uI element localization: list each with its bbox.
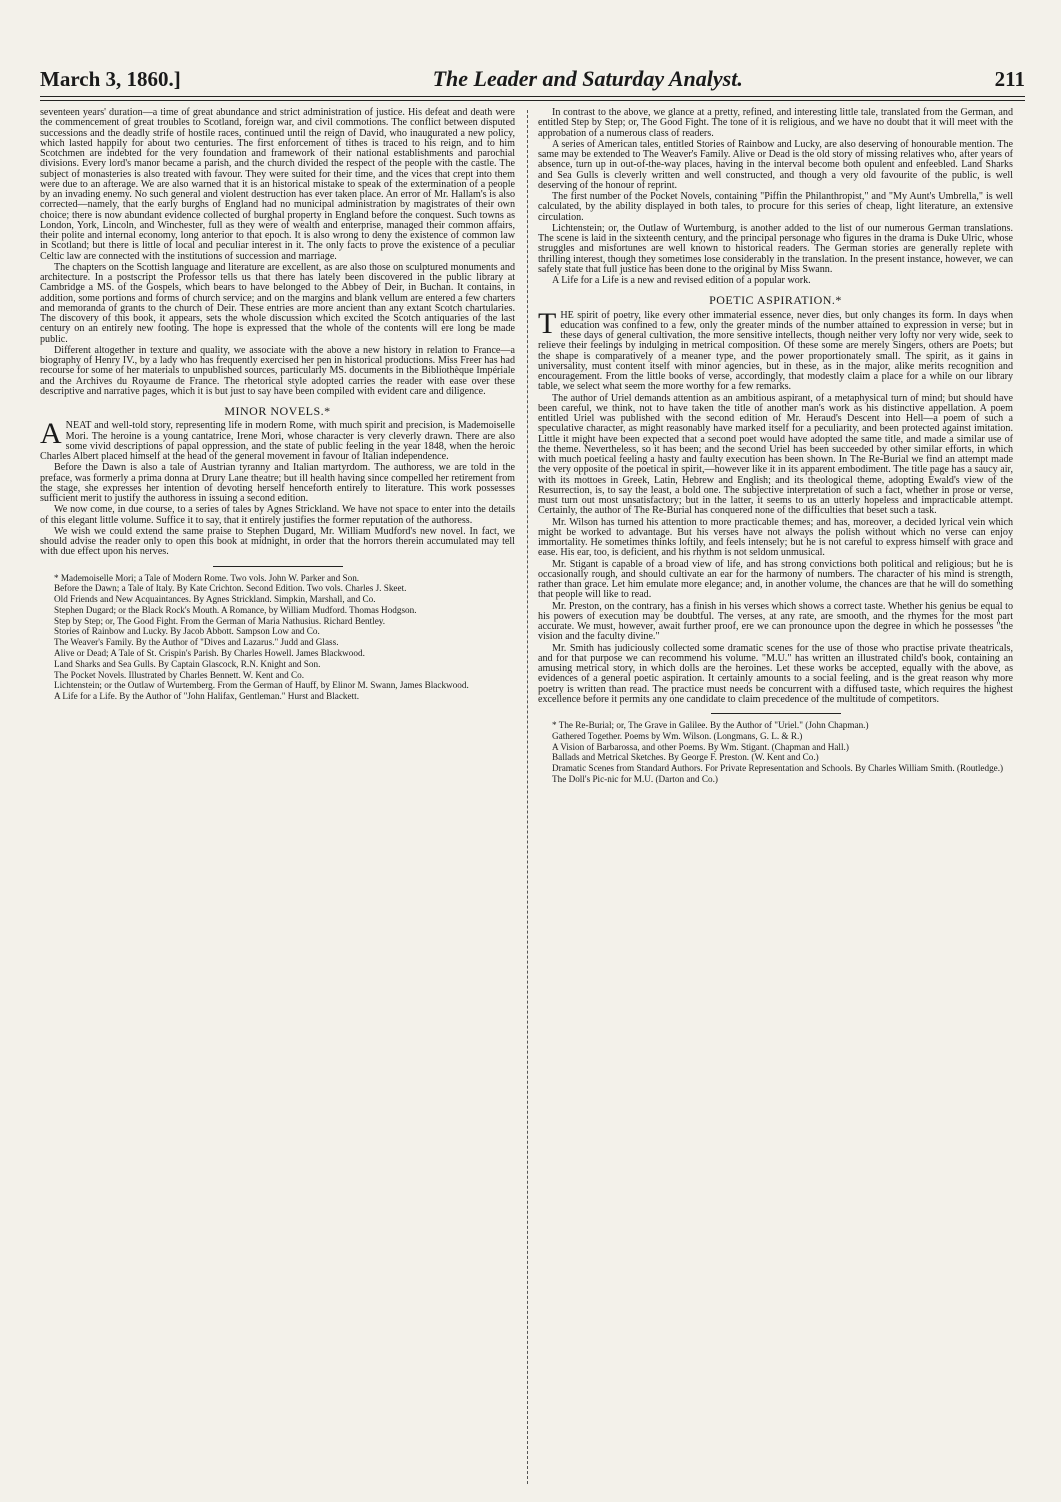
article-paragraph: A series of American tales, entitled Stories of Rainbow and Lucky, are also deserving of honourable mention. The same may be extended to The Weaver's Family. Alive or Dead is the old story of missing relatives who, after years of absence, turn up in out-of-the-way places, having in the interval become both opulent and enfeebled. Land Sharks and Sea Gulls is cleverly written and well constructed, and though a very old favourite of the public, is well deserving of the honour of reprint. [538, 138, 1013, 191]
column-divider [527, 110, 528, 1484]
footnote-rule [213, 566, 343, 567]
footnotes-minor-novels [40, 573, 515, 702]
article-paragraph: Mr. Smith has judiciously collected some dramatic scenes for the use of those who practise private theatricals, and for that purpose we can recommend his volume. "M.U." has written an illustrated child's book, containing an amusing metrical story, in which dolls are the heroines. Let these works be accepted, equally with the above, as evidences of a general poetic aspiration. It certainly amounts to a social feeling, and is the great reason why more poetry is written than read. The practice must needs be concurrent with a diffused taste, which requires the highest excellence before it permits any one candidate to claim precedence of the multitude of competitors. [538, 642, 1013, 705]
footnote: The Pocket Novels. Illustrated by Charles Bennett. W. Kent and Co. [54, 669, 305, 680]
footnote: Step by Step; or, The Good Fight. From the German of Maria Nathusius. Richard Bentley. [54, 615, 386, 626]
footnote: Lichtenstein; or the Outlaw of Wurtemberg. From the German of Hauff, by Elinor M. Swann, James Blackwood. [54, 680, 469, 691]
right-column [538, 108, 1013, 1486]
article-paragraph: Lichtenstein; or, the Outlaw of Wurtemburg, is another added to the list of our numerous German translations. The scene is laid in the sixteenth century, and the principal personage who figures in the drama is Duke Ulric, whose struggles and misfortunes are well known to historical readers. The German stories are generally replete with thrilling interest, though they sometimes lose considerably in the translation. In the present instance, however, we can safely state that full justice has been done to the original by Miss Swann. [538, 222, 1013, 275]
header-date: March 3, 1860.] [40, 67, 181, 91]
article-paragraph: We wish we could extend the same praise to Stephen Dugard, Mr. William Mudford's new novel. In fact, we should advise the reader only to open this book at midnight, in order that the horrors therein accumulated may tell with due effect upon his nerves. [40, 525, 515, 558]
header-rule-thin [40, 100, 1025, 101]
article-paragraph: Different altogether in texture and quality, we associate with the above a new history in relation to France—a biography of Henry IV., by a lady who has frequently exercised her pen in historical productions. Miss Freer has had recourse for some of her materials to unpublished sources, particularly MS. documents in the Bibliothèque Impériale and the Archives du Royaume de France. The rhetorical style adopted carries the reader with ease over these descriptive and narrative pages, which it is but just to say have been compiled with evident care and diligence. [40, 344, 515, 397]
footnote: Gathered Together. Poems by Wm. Wilson. (Longmans, G. L. & R.) [552, 730, 803, 741]
article-paragraph: We now come, in due course, to a series of tales by Agnes Strickland. We have not space to enter into the details of this elegant little volume. Suffice it to say, that it entirely justifies the former reputation of the authoress. [40, 504, 515, 526]
footnote: The Doll's Pic-nic for M.U. (Darton and Co.) [552, 773, 718, 784]
article-paragraph: seventeen years' duration—a time of great abundance and strict administration of justice. His defeat and death were the commencement of great troubles to Scotland, foreign war, and civil commotions. The conflict between disputed successions and the deadly strife of hostile races, continued until the reign of David, who inaugurated a new policy, which lasted happily for about two centuries. The first enforcement of tithes is traced to his reign, and to him Scotchmen are indebted for the very foundation and framework of their national establishments and parochial divisions. Every lord's manor became a parish, and the church divided the respect of the people with the castle. The subject of monasteries is also treated with favour. They were suited for their time, and the vices that crept into them were due to an afterage. We are also warned that it is an historical mistake to speak of the extermination of a people by an invading enemy. No such general and violent destruction has ever taken place. An error of Mr. Hallam's is also corrected—namely, that the early burghs of England had no municipal administration by magistrates of their own choice; there is now abundant evidence collected of burghal property in England before the conquest. Such towns as London, York, Lincoln, and Winchester, full as they were of wealth and enterprise, managed their common affairs, their polite and internal economy, long anterior to that epoch. It is also wrong to deny the existence of common law in Scotland; but there is little of local and peculiar interest in it. The only facts to prove the existence of a peculiar Celtic law are connected with the institutions of succession and marriage. [40, 107, 515, 262]
drop-cap: T [538, 306, 557, 340]
footnote: A Life for a Life. By the Author of "John Halifax, Gentleman." Hurst and Blackett. [54, 691, 359, 702]
article-paragraph: In contrast to the above, we glance at a pretty, refined, and interesting little tale, translated from the German, and entitled Step by Step; or, The Good Fight. The tone of it is religious, and we have no doubt that it will meet with the approbation of a numerous class of readers. [538, 107, 1013, 139]
article-paragraph: Mr. Preston, on the contrary, has a finish in his verses which shows a correct taste. Whether his genius be equal to his powers of execution may be doubtful. The verses, at any rate, are smooth, and the rhymes for the most part accurate. We must, however, await further proof, ere we can pronounce upon the degree in which he possesses "the vision and the faculty divine." [538, 600, 1013, 643]
footnote: The Weaver's Family. By the Author of "Dives and Lazarus." Judd and Glass. [54, 637, 339, 648]
article-paragraph: A Life for a Life is a new and revised edition of a popular work. [552, 275, 811, 286]
header-rule-thick [40, 96, 1025, 97]
lead-text: HE spirit of poetry, like every other immaterial essence, never dies, but only changes its form. In days when education was confined to a few, only the greater minds of the number attained to expression in verse; but in these days of general cultivation, the more sensitive intellects, though neither very lofty nor very wide, seek to relieve their feelings by indulging in metrical composition. Of these some are merely Singers, others are Poets; but the shape is comparatively of a meaner type, and the power proportionately small. The spirit, as it gains in universality, must content itself with minor agencies, but in these, as in the major, alike merits recognition and encouragement. From the little books of verse, accordingly, that modestly claim a place for a while on our library table, we select what seem the more worthy for a few remarks. [538, 309, 1013, 393]
footnotes-poetic-aspiration [538, 720, 1013, 784]
article-paragraph: The first number of the Pocket Novels, containing "Piffin the Philanthropist," and "My Aunt's Umbrella," is well calculated, by the ability displayed in both tales, to procure for this series of cheap, light literature, an extensive circulation. [538, 191, 1013, 223]
page-header [40, 58, 1025, 92]
footnote: * The Re-Burial; or, The Grave in Galilee. By the Author of "Uriel." (John Chapman.) [552, 720, 869, 730]
section-heading-minor-novels: MINOR NOVELS.* [224, 404, 331, 418]
article-paragraph: Mr. Stigant is capable of a broad view of life, and has strong convictions both political and religious; but he is occasionally rough, and should cultivate an ear for the harmony of numbers. The character of his mind is strength, rather than grace. Let him emulate more elegance; and, in another volume, the chances are that he will do something that people will like to read. [538, 558, 1013, 601]
footnote: * Mademoiselle Mori; a Tale of Modern Rome. Two vols. John W. Parker and Son. [54, 572, 360, 583]
footnote: A Vision of Barbarossa, and other Poems. By Wm. Stigant. (Chapman and Hall.) [552, 741, 849, 752]
page-number: 211 [994, 67, 1025, 91]
drop-cap: A [40, 417, 62, 451]
footnote: Alive or Dead; A Tale of St. Crispin's Parish. By Charles Howell. James Blackwood. [54, 648, 365, 659]
footnote: Old Friends and New Acquaintances. By Agnes Strickland. Simpkin, Marshall, and Co. [54, 594, 376, 605]
minor-novels-lead [40, 417, 515, 462]
lead-text: NEAT and well-told story, representing life in modern Rome, with much spirit and precision, is Mademoiselle Mori. The heroine is a young cantatrice, Irene Mori, whose character is very cleverly drawn. There are also some vivid descriptions of papal oppression, and the state of public feeling in the year 1848, when the heroic Charles Albert placed himself at the head of the general movement in favour of Italian independence. [40, 420, 515, 462]
footnote-rule [711, 713, 841, 714]
poetic-aspiration-lead [538, 306, 1013, 393]
footnote: Land Sharks and Sea Gulls. By Captain Glascock, R.N. Knight and Son. [54, 658, 321, 669]
article-paragraph: The author of Uriel demands attention as an ambitious aspirant, of a metaphysical turn of mind; but should have been careful, we think, not to have taken the title of another man's work as his distinctive appellation. A poem entitled Uriel was published with the second edition of Mr. Heraud's Descent into Hell—a poem of such a speculative character, as might reasonably have marked itself for a peculiarity, and been protected against imitation. Little it might have been expected that a second poet would have adopted the same title, and made a similar use of the theme. Nevertheless, so it has been; and the second Uriel has been succeeded by other similar efforts, in which with much poetical feeling a hasty and faulty execution has been shown. In The Re-Burial we find an attempt made the very opposite of the poetical in spirit,—however like it in its apparent embodiment. The title page has a saucy air, with its mottoes in Greek, Latin, Hebrew and English; and its theological theme, adopting Ewald's view of the Resurrection, is, to say the least, a bold one. The subjective interpretation of such a fact, whether in prose or verse, must turn out most unsatisfactory; but in the latter, it seems to us an utterly hopeless and impracticable attempt. Certainly, the author of The Re-Burial has conquered none of the difficulties that beset such a task. [538, 392, 1013, 517]
footnote: Dramatic Scenes from Standard Authors. For Private Representation and Schools. By Charles William Smith. (Routledge.) [552, 763, 1004, 774]
footnote: Stephen Dugard; or the Black Rock's Mouth. A Romance, by William Mudford. Thomas Hodgson. [54, 604, 417, 615]
section-heading-poetic-aspiration: POETIC ASPIRATION.* [709, 293, 842, 308]
left-column [40, 108, 515, 1486]
newspaper-page [40, 58, 1025, 1488]
article-paragraph: Mr. Wilson has turned his attention to more practicable themes; and has, moreover, a decided lyrical vein which might be worked to advantage. But his verses have not always the polish without which no verse can enjoy immortality. He sometimes thinks loftily, and feels intensely; but he is not careful to express himself with grace and ease. His ear, too, is deficient, and his rhythm is not seldom unmusical. [538, 516, 1013, 559]
footnote: Before the Dawn; a Tale of Italy. By Kate Crichton. Second Edition. Two vols. Charles J. Skeet. [54, 583, 407, 594]
publication-title: The Leader and Saturday Analyst. [432, 66, 743, 91]
footnote: Ballads and Metrical Sketches. By George F. Preston. (W. Kent and Co.) [552, 752, 819, 763]
article-paragraph: The chapters on the Scottish language and literature are excellent, as are also those on sculptured monuments and architecture. In a postscript the Professor tells us that there has lately been discovered in the public library at Cambridge a MS. of the Gospels, which bears to have belonged to the Abbey of Deir, in Buchan. It contains, in addition, some portions and forms of church service; and on the margins and blank vellum are entered a few charters and memoranda of grants to the church of Deir. These entries are more ancient than any extant Scotch chartularies. The discovery of this book, it appears, sets the whole discussion which excited the Scotch antiquaries of the last century on an entirely new footing. The hope is expressed that the whole of the contents will ere long be made public. [40, 261, 515, 345]
article-paragraph: Before the Dawn is also a tale of Austrian tyranny and Italian martyrdom. The authoress, we are told in the preface, was formerly a prima donna at Drury Lane theatre; but ill health having since compelled her retirement from the stage, she expresses her intention of devoting herself henceforth entirely to literature. This work possesses sufficient merit to justify the authoress in issuing a second edition. [40, 462, 515, 504]
footnote: Stories of Rainbow and Lucky. By Jacob Abbott. Sampson Low and Co. [54, 626, 320, 637]
